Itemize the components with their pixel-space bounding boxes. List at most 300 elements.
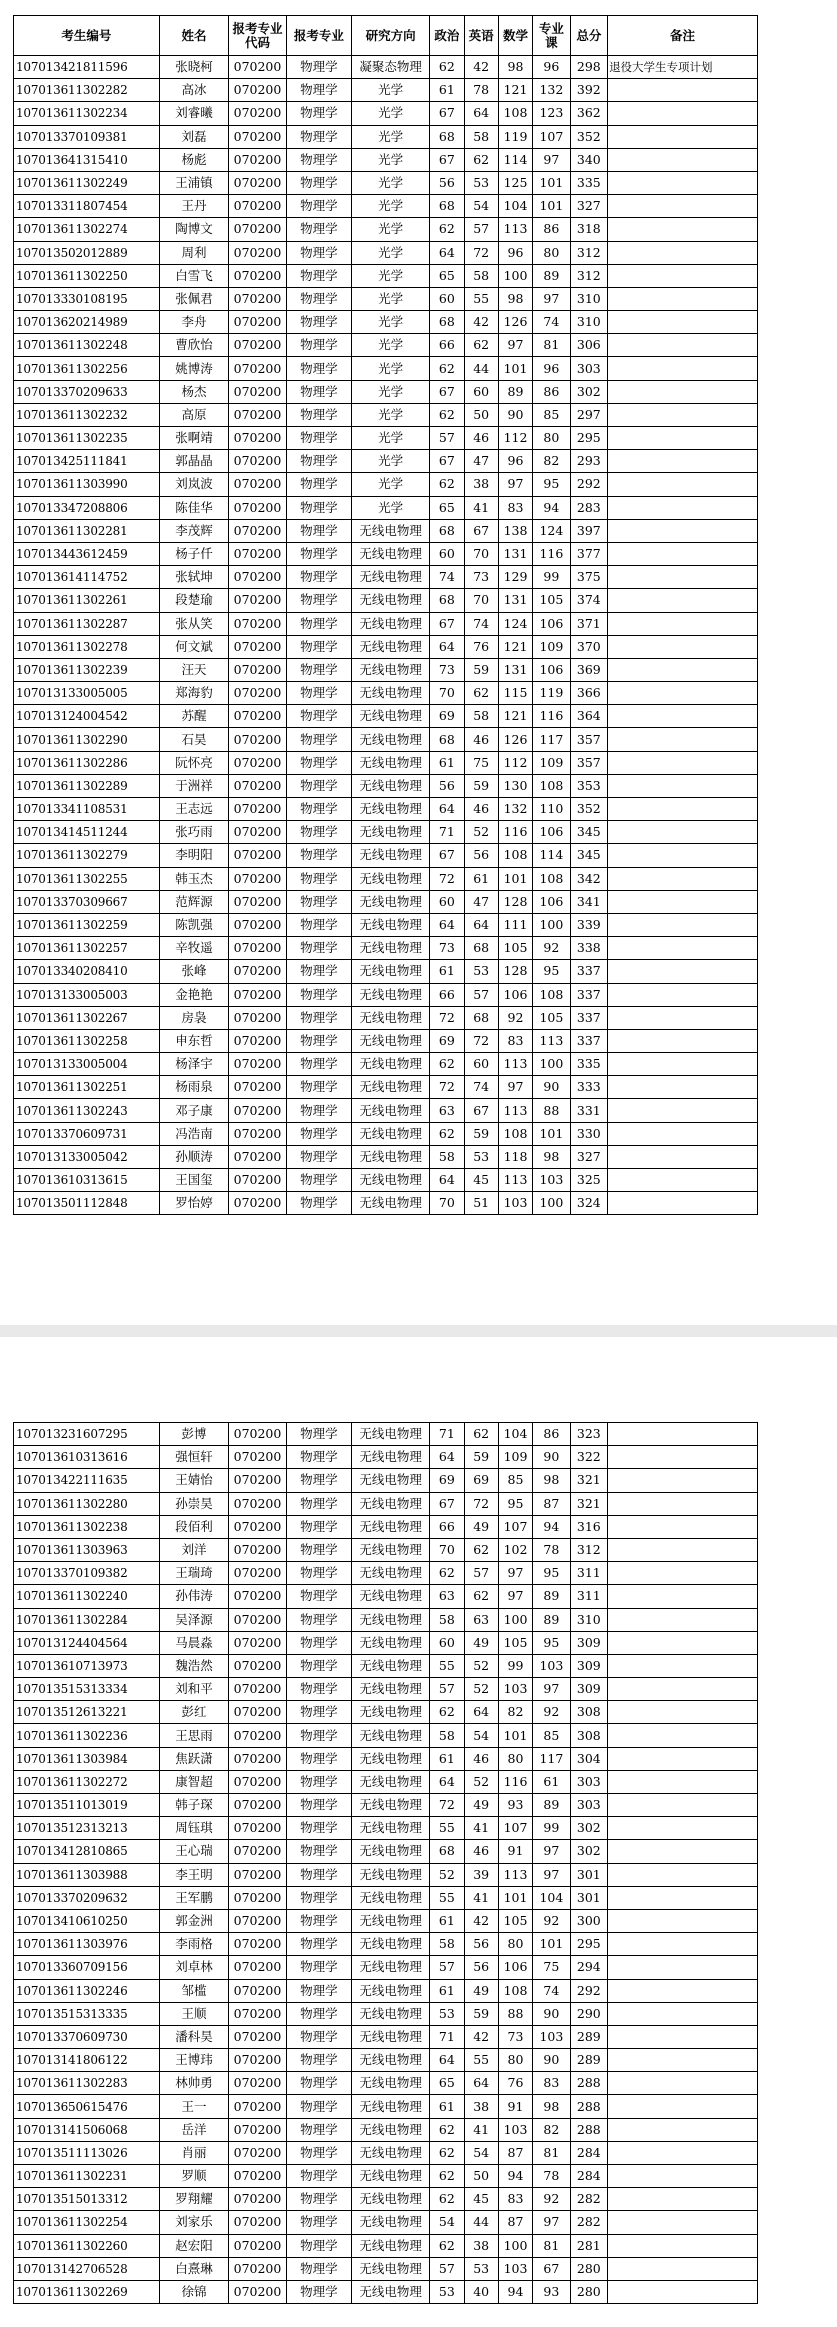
cell-research-direction: 光学 xyxy=(352,125,430,148)
cell-major: 物理学 xyxy=(286,1053,352,1076)
cell-major-course: 101 xyxy=(533,1933,570,1956)
cell-name: 王顺 xyxy=(159,2002,229,2025)
cell-remarks xyxy=(608,774,758,797)
cell-math: 107 xyxy=(498,1817,532,1840)
table-row xyxy=(14,2118,758,2141)
cell-major: 物理学 xyxy=(286,1770,352,1793)
cell-major-code: 070200 xyxy=(229,287,286,310)
cell-major-code: 070200 xyxy=(229,1122,286,1145)
cell-exam-id: 107013611302250 xyxy=(14,264,160,287)
cell-total: 327 xyxy=(570,1145,607,1168)
cell-major-course: 75 xyxy=(533,1956,570,1979)
table-row xyxy=(14,380,758,403)
cell-total: 308 xyxy=(570,1701,607,1724)
cell-remarks xyxy=(608,264,758,287)
header-major-code: 报考专业代码 xyxy=(229,16,286,56)
cell-remarks xyxy=(608,1029,758,1052)
table-row xyxy=(14,1608,758,1631)
cell-major: 物理学 xyxy=(286,844,352,867)
cell-total: 312 xyxy=(570,264,607,287)
cell-major-code: 070200 xyxy=(229,751,286,774)
cell-english: 60 xyxy=(464,1053,498,1076)
cell-exam-id: 107013611302249 xyxy=(14,171,160,194)
cell-exam-id: 107013347208806 xyxy=(14,496,160,519)
cell-english: 74 xyxy=(464,612,498,635)
cell-politics: 64 xyxy=(430,1169,464,1192)
cell-major-code: 070200 xyxy=(229,1979,286,2002)
cell-major: 物理学 xyxy=(286,311,352,334)
cell-exam-id: 107013502012889 xyxy=(14,241,160,264)
cell-major-course: 103 xyxy=(533,1654,570,1677)
cell-english: 57 xyxy=(464,983,498,1006)
cell-exam-id: 107013611302290 xyxy=(14,728,160,751)
cell-politics: 68 xyxy=(430,311,464,334)
cell-major-course: 81 xyxy=(533,334,570,357)
cell-major-course: 99 xyxy=(533,1817,570,1840)
cell-politics: 71 xyxy=(430,821,464,844)
cell-name: 刘和平 xyxy=(159,1678,229,1701)
table-row xyxy=(14,287,758,310)
cell-math: 125 xyxy=(498,171,532,194)
cell-politics: 64 xyxy=(430,913,464,936)
header-total: 总分 xyxy=(570,16,607,56)
cell-total: 302 xyxy=(570,1840,607,1863)
cell-politics: 61 xyxy=(430,751,464,774)
cell-remarks xyxy=(608,1145,758,1168)
cell-total: 323 xyxy=(570,1423,607,1446)
cell-major-code: 070200 xyxy=(229,1817,286,1840)
cell-major: 物理学 xyxy=(286,473,352,496)
cell-english: 58 xyxy=(464,125,498,148)
cell-english: 63 xyxy=(464,1608,498,1631)
cell-politics: 61 xyxy=(430,1979,464,2002)
cell-major-code: 070200 xyxy=(229,1192,286,1215)
cell-name: 李明阳 xyxy=(159,844,229,867)
cell-research-direction: 光学 xyxy=(352,102,430,125)
cell-remarks xyxy=(608,960,758,983)
cell-politics: 66 xyxy=(430,1515,464,1538)
table-row xyxy=(14,821,758,844)
cell-total: 288 xyxy=(570,2118,607,2141)
cell-major-course: 105 xyxy=(533,1006,570,1029)
cell-major-course: 82 xyxy=(533,2118,570,2141)
cell-math: 89 xyxy=(498,380,532,403)
cell-exam-id: 107013141806122 xyxy=(14,2049,160,2072)
cell-major-code: 070200 xyxy=(229,774,286,797)
cell-politics: 62 xyxy=(430,218,464,241)
cell-research-direction: 光学 xyxy=(352,311,430,334)
cell-politics: 65 xyxy=(430,2072,464,2095)
table-row xyxy=(14,125,758,148)
cell-total: 337 xyxy=(570,1029,607,1052)
cell-major-course: 101 xyxy=(533,195,570,218)
cell-research-direction: 光学 xyxy=(352,264,430,287)
cell-research-direction: 无线电物理 xyxy=(352,2141,430,2164)
cell-total: 339 xyxy=(570,913,607,936)
cell-math: 103 xyxy=(498,1678,532,1701)
cell-math: 126 xyxy=(498,311,532,334)
cell-research-direction: 无线电物理 xyxy=(352,635,430,658)
cell-name: 林帅勇 xyxy=(159,2072,229,2095)
cell-remarks xyxy=(608,2025,758,2048)
cell-exam-id: 107013512313213 xyxy=(14,1817,160,1840)
cell-major-course: 87 xyxy=(533,1492,570,1515)
cell-math: 108 xyxy=(498,1979,532,2002)
cell-name: 刘磊 xyxy=(159,125,229,148)
header-research-direction: 研究方向 xyxy=(352,16,430,56)
cell-politics: 61 xyxy=(430,960,464,983)
cell-politics: 62 xyxy=(430,473,464,496)
cell-major-course: 97 xyxy=(533,1678,570,1701)
cell-english: 49 xyxy=(464,1631,498,1654)
cell-research-direction: 无线电物理 xyxy=(352,1678,430,1701)
cell-politics: 70 xyxy=(430,1192,464,1215)
cell-total: 374 xyxy=(570,589,607,612)
cell-exam-id: 107013515013312 xyxy=(14,2188,160,2211)
table-row xyxy=(14,1515,758,1538)
cell-name: 周利 xyxy=(159,241,229,264)
cell-name: 王志远 xyxy=(159,798,229,821)
cell-politics: 55 xyxy=(430,1817,464,1840)
cell-name: 潘科昊 xyxy=(159,2025,229,2048)
cell-research-direction: 无线电物理 xyxy=(352,1933,430,1956)
table-row xyxy=(14,1678,758,1701)
cell-math: 113 xyxy=(498,218,532,241)
cell-major-course: 108 xyxy=(533,867,570,890)
cell-math: 108 xyxy=(498,844,532,867)
cell-total: 397 xyxy=(570,519,607,542)
table-row xyxy=(14,1701,758,1724)
cell-major-code: 070200 xyxy=(229,473,286,496)
cell-major: 物理学 xyxy=(286,1863,352,1886)
cell-major-code: 070200 xyxy=(229,1006,286,1029)
cell-major-course: 95 xyxy=(533,1631,570,1654)
cell-english: 46 xyxy=(464,427,498,450)
cell-research-direction: 无线电物理 xyxy=(352,1770,430,1793)
cell-major-course: 97 xyxy=(533,148,570,171)
cell-major: 物理学 xyxy=(286,937,352,960)
cell-major-code: 070200 xyxy=(229,2141,286,2164)
cell-major-code: 070200 xyxy=(229,1538,286,1561)
cell-research-direction: 无线电物理 xyxy=(352,867,430,890)
cell-total: 292 xyxy=(570,1979,607,2002)
cell-major-code: 070200 xyxy=(229,960,286,983)
cell-major-code: 070200 xyxy=(229,658,286,681)
cell-name: 杨雨泉 xyxy=(159,1076,229,1099)
cell-english: 56 xyxy=(464,1933,498,1956)
cell-english: 50 xyxy=(464,403,498,426)
table-row xyxy=(14,2095,758,2118)
cell-politics: 60 xyxy=(430,1631,464,1654)
table-row xyxy=(14,1747,758,1770)
cell-research-direction: 无线电物理 xyxy=(352,1192,430,1215)
cell-english: 44 xyxy=(464,357,498,380)
cell-name: 石昊 xyxy=(159,728,229,751)
cell-politics: 68 xyxy=(430,195,464,218)
cell-major: 物理学 xyxy=(286,450,352,473)
cell-math: 103 xyxy=(498,2118,532,2141)
cell-total: 327 xyxy=(570,195,607,218)
cell-politics: 62 xyxy=(430,2118,464,2141)
cell-math: 121 xyxy=(498,79,532,102)
table-header-row xyxy=(14,16,758,56)
cell-major-code: 070200 xyxy=(229,2095,286,2118)
cell-total: 342 xyxy=(570,867,607,890)
cell-english: 59 xyxy=(464,774,498,797)
cell-research-direction: 无线电物理 xyxy=(352,937,430,960)
cell-math: 83 xyxy=(498,2188,532,2211)
cell-exam-id: 107013611302269 xyxy=(14,2280,160,2303)
cell-research-direction: 光学 xyxy=(352,218,430,241)
cell-total: 283 xyxy=(570,496,607,519)
cell-remarks xyxy=(608,519,758,542)
cell-major: 物理学 xyxy=(286,867,352,890)
cell-name: 邓子康 xyxy=(159,1099,229,1122)
header-politics: 政治 xyxy=(430,16,464,56)
cell-total: 280 xyxy=(570,2280,607,2303)
cell-politics: 70 xyxy=(430,682,464,705)
cell-math: 93 xyxy=(498,1794,532,1817)
cell-exam-id: 107013611302272 xyxy=(14,1770,160,1793)
cell-math: 132 xyxy=(498,798,532,821)
cell-research-direction: 无线电物理 xyxy=(352,589,430,612)
cell-major: 物理学 xyxy=(286,2072,352,2095)
cell-total: 282 xyxy=(570,2211,607,2234)
cell-name: 彭博 xyxy=(159,1423,229,1446)
cell-major-course: 97 xyxy=(533,2211,570,2234)
cell-major-course: 108 xyxy=(533,983,570,1006)
cell-major: 物理学 xyxy=(286,566,352,589)
cell-exam-id: 107013611302239 xyxy=(14,658,160,681)
cell-politics: 63 xyxy=(430,1099,464,1122)
cell-math: 80 xyxy=(498,1747,532,1770)
table-row xyxy=(14,1562,758,1585)
cell-research-direction: 无线电物理 xyxy=(352,705,430,728)
cell-math: 131 xyxy=(498,658,532,681)
cell-math: 104 xyxy=(498,195,532,218)
table-row xyxy=(14,264,758,287)
cell-major: 物理学 xyxy=(286,1979,352,2002)
cell-major-course: 96 xyxy=(533,357,570,380)
cell-major: 物理学 xyxy=(286,380,352,403)
cell-major: 物理学 xyxy=(286,2188,352,2211)
cell-english: 57 xyxy=(464,218,498,241)
table-row xyxy=(14,1538,758,1561)
cell-major: 物理学 xyxy=(286,1678,352,1701)
cell-politics: 62 xyxy=(430,1053,464,1076)
cell-english: 62 xyxy=(464,1538,498,1561)
cell-math: 96 xyxy=(498,450,532,473)
cell-major-code: 070200 xyxy=(229,1169,286,1192)
cell-major: 物理学 xyxy=(286,2095,352,2118)
cell-name: 杨泽宇 xyxy=(159,1053,229,1076)
cell-major-code: 070200 xyxy=(229,1886,286,1909)
cell-english: 72 xyxy=(464,241,498,264)
cell-total: 352 xyxy=(570,125,607,148)
cell-exam-id: 107013370309667 xyxy=(14,890,160,913)
table-row xyxy=(14,1933,758,1956)
cell-name: 张从笑 xyxy=(159,612,229,635)
cell-total: 364 xyxy=(570,705,607,728)
cell-remarks xyxy=(608,658,758,681)
cell-math: 97 xyxy=(498,1076,532,1099)
cell-total: 392 xyxy=(570,79,607,102)
cell-politics: 68 xyxy=(430,125,464,148)
table-row xyxy=(14,1169,758,1192)
cell-exam-id: 107013611302279 xyxy=(14,844,160,867)
cell-politics: 57 xyxy=(430,2257,464,2280)
cell-english: 46 xyxy=(464,1747,498,1770)
cell-remarks xyxy=(608,589,758,612)
cell-remarks xyxy=(608,890,758,913)
cell-research-direction: 无线电物理 xyxy=(352,821,430,844)
cell-math: 111 xyxy=(498,913,532,936)
cell-research-direction: 无线电物理 xyxy=(352,1492,430,1515)
cell-exam-id: 107013611302255 xyxy=(14,867,160,890)
cell-research-direction: 无线电物理 xyxy=(352,1423,430,1446)
cell-major-course: 117 xyxy=(533,728,570,751)
cell-major: 物理学 xyxy=(286,1840,352,1863)
table-row xyxy=(14,658,758,681)
cell-major: 物理学 xyxy=(286,56,352,79)
cell-name: 王浦镇 xyxy=(159,171,229,194)
cell-major-code: 070200 xyxy=(229,496,286,519)
cell-math: 80 xyxy=(498,2049,532,2072)
cell-major: 物理学 xyxy=(286,798,352,821)
cell-exam-id: 107013410610250 xyxy=(14,1909,160,1932)
cell-major-course: 124 xyxy=(533,519,570,542)
cell-research-direction: 无线电物理 xyxy=(352,1006,430,1029)
cell-total: 312 xyxy=(570,241,607,264)
cell-exam-id: 107013370609731 xyxy=(14,1122,160,1145)
cell-major-course: 132 xyxy=(533,79,570,102)
cell-english: 52 xyxy=(464,821,498,844)
cell-name: 于洲祥 xyxy=(159,774,229,797)
cell-major: 物理学 xyxy=(286,287,352,310)
cell-english: 62 xyxy=(464,148,498,171)
cell-name: 王国玺 xyxy=(159,1169,229,1192)
cell-major-course: 90 xyxy=(533,1446,570,1469)
table-row xyxy=(14,1192,758,1215)
cell-math: 119 xyxy=(498,125,532,148)
table-row xyxy=(14,473,758,496)
cell-major: 物理学 xyxy=(286,1794,352,1817)
cell-major-course: 106 xyxy=(533,890,570,913)
cell-math: 113 xyxy=(498,1053,532,1076)
cell-major-course: 103 xyxy=(533,1169,570,1192)
cell-remarks xyxy=(608,2072,758,2095)
cell-major-course: 110 xyxy=(533,798,570,821)
cell-major-course: 123 xyxy=(533,102,570,125)
cell-major-code: 070200 xyxy=(229,612,286,635)
cell-english: 68 xyxy=(464,937,498,960)
cell-major: 物理学 xyxy=(286,612,352,635)
cell-major-course: 92 xyxy=(533,1701,570,1724)
cell-name: 张轼坤 xyxy=(159,566,229,589)
cell-english: 55 xyxy=(464,2049,498,2072)
cell-major-code: 070200 xyxy=(229,1053,286,1076)
table-row xyxy=(14,2141,758,2164)
cell-major: 物理学 xyxy=(286,1492,352,1515)
cell-major: 物理学 xyxy=(286,1169,352,1192)
cell-major-course: 119 xyxy=(533,682,570,705)
cell-major-code: 070200 xyxy=(229,427,286,450)
cell-exam-id: 107013370209633 xyxy=(14,380,160,403)
cell-total: 301 xyxy=(570,1863,607,1886)
cell-politics: 72 xyxy=(430,867,464,890)
table-row xyxy=(14,682,758,705)
cell-total: 306 xyxy=(570,334,607,357)
cell-major-course: 114 xyxy=(533,844,570,867)
cell-remarks xyxy=(608,2002,758,2025)
cell-research-direction: 无线电物理 xyxy=(352,1724,430,1747)
table-row xyxy=(14,403,758,426)
cell-research-direction: 无线电物理 xyxy=(352,682,430,705)
cell-math: 91 xyxy=(498,2095,532,2118)
cell-total: 298 xyxy=(570,56,607,79)
cell-remarks xyxy=(608,1770,758,1793)
cell-total: 337 xyxy=(570,960,607,983)
cell-math: 101 xyxy=(498,867,532,890)
cell-major: 物理学 xyxy=(286,2002,352,2025)
cell-major-code: 070200 xyxy=(229,635,286,658)
cell-major-code: 070200 xyxy=(229,218,286,241)
cell-total: 369 xyxy=(570,658,607,681)
cell-math: 109 xyxy=(498,1446,532,1469)
cell-exam-id: 107013512613221 xyxy=(14,1701,160,1724)
cell-research-direction: 无线电物理 xyxy=(352,1585,430,1608)
cell-math: 76 xyxy=(498,2072,532,2095)
cell-english: 52 xyxy=(464,1770,498,1793)
cell-major: 物理学 xyxy=(286,2118,352,2141)
cell-english: 45 xyxy=(464,1169,498,1192)
cell-math: 108 xyxy=(498,1122,532,1145)
cell-math: 97 xyxy=(498,334,532,357)
table-row xyxy=(14,148,758,171)
cell-remarks xyxy=(608,542,758,565)
cell-major-course: 101 xyxy=(533,1122,570,1145)
cell-name: 曹欣怡 xyxy=(159,334,229,357)
cell-major-code: 070200 xyxy=(229,1747,286,1770)
cell-english: 61 xyxy=(464,867,498,890)
cell-research-direction: 无线电物理 xyxy=(352,566,430,589)
cell-remarks xyxy=(608,2141,758,2164)
cell-remarks xyxy=(608,1701,758,1724)
cell-politics: 60 xyxy=(430,890,464,913)
cell-politics: 64 xyxy=(430,241,464,264)
cell-research-direction: 无线电物理 xyxy=(352,1076,430,1099)
cell-math: 128 xyxy=(498,890,532,913)
cell-research-direction: 无线电物理 xyxy=(352,960,430,983)
cell-major-course: 86 xyxy=(533,380,570,403)
cell-math: 113 xyxy=(498,1863,532,1886)
cell-major-course: 90 xyxy=(533,1076,570,1099)
cell-exam-id: 107013611302281 xyxy=(14,519,160,542)
cell-major: 物理学 xyxy=(286,635,352,658)
cell-research-direction: 光学 xyxy=(352,496,430,519)
cell-research-direction: 无线电物理 xyxy=(352,2095,430,2118)
cell-total: 310 xyxy=(570,311,607,334)
cell-math: 82 xyxy=(498,1701,532,1724)
cell-major: 物理学 xyxy=(286,658,352,681)
cell-english: 59 xyxy=(464,1446,498,1469)
cell-exam-id: 107013611302246 xyxy=(14,1979,160,2002)
cell-research-direction: 光学 xyxy=(352,241,430,264)
cell-math: 97 xyxy=(498,473,532,496)
cell-name: 张佩君 xyxy=(159,287,229,310)
cell-english: 50 xyxy=(464,2165,498,2188)
cell-major: 物理学 xyxy=(286,1747,352,1770)
